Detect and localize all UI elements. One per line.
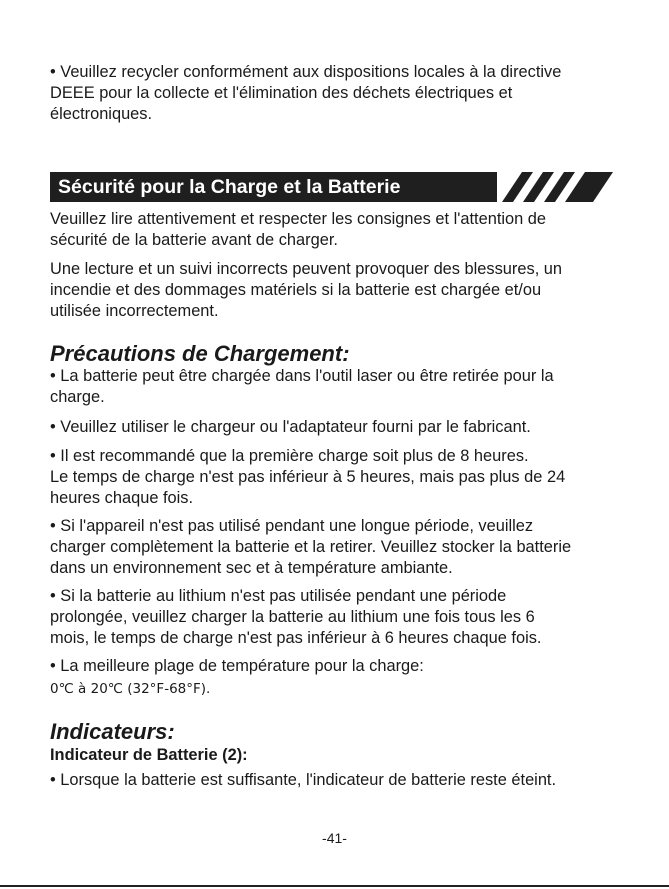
battery-indicator-text — [50, 770, 620, 791]
precaution-item — [50, 417, 620, 438]
indicators-heading: Indicateurs: — [50, 719, 175, 744]
battery-indicator-line: • Lorsque la batterie est suffisante, l'indicateur de batterie reste éteint. — [50, 771, 557, 789]
precaution-line: charger complètement la batterie et la retirer. Veuillez stocker la batterie — [50, 538, 572, 556]
precaution-item — [50, 366, 620, 408]
precaution-item — [50, 656, 620, 677]
warning-line: incendie et des dommages matériels si la batterie est chargée et/ou — [50, 281, 542, 299]
page-number: -41- — [322, 830, 347, 846]
precaution-line: • La batterie peut être chargée dans l'outil laser ou être retirée pour la — [50, 367, 554, 385]
section-title: Sécurité pour la Charge et la Batterie — [58, 176, 401, 198]
precaution-line: charge. — [50, 388, 105, 406]
warning-paragraph — [50, 259, 620, 322]
precaution-line: prolongée, veuillez charger la batterie au lithium une fois tous les 6 — [50, 608, 535, 626]
warning-line: Une lecture et un suivi incorrects peuvent provoquer des blessures, un — [50, 260, 563, 278]
precaution-item — [50, 516, 620, 579]
intro-paragraph — [50, 209, 620, 251]
recycle-line: électroniques. — [50, 105, 153, 123]
precaution-line: • Il est recommandé que la première charge soit plus de 8 heures. — [50, 447, 529, 465]
precaution-line: heures chaque fois. — [50, 489, 194, 507]
precaution-line: • Si la batterie au lithium n'est pas utilisée pendant une période — [50, 587, 507, 605]
precaution-line: dans un environnement sec et à température ambiante. — [50, 559, 453, 577]
recycle-paragraph — [50, 62, 620, 125]
temperature-range: 0℃ à 20℃ (32°F-68°F). — [50, 681, 211, 697]
precaution-line: • Veuillez utiliser le chargeur ou l'adaptateur fourni par le fabricant. — [50, 418, 531, 436]
warning-line: utilisée incorrectement. — [50, 302, 219, 320]
recycle-line: DEEE pour la collecte et l'élimination des déchets électriques et — [50, 84, 513, 102]
precaution-line: mois, le temps de charge n'est pas inférieur à 6 heures chaque fois. — [50, 629, 542, 647]
intro-line: sécurité de la batterie avant de charger. — [50, 231, 338, 249]
recycle-line: • Veuillez recycler conformément aux dispositions locales à la directive — [50, 63, 562, 81]
precaution-line: • La meilleure plage de température pour la charge: — [50, 657, 424, 675]
precaution-item — [50, 586, 620, 649]
precaution-item — [50, 446, 620, 509]
bottom-rule — [0, 885, 669, 887]
precaution-line: • Si l'appareil n'est pas utilisé pendant une longue période, veuillez — [50, 517, 534, 535]
section-title-bar — [50, 172, 613, 202]
precaution-line: Le temps de charge n'est pas inférieur à 5 heures, mais pas plus de 24 — [50, 468, 566, 486]
intro-line: Veuillez lire attentivement et respecter les consignes et l'attention de — [50, 210, 547, 228]
battery-indicator-heading: Indicateur de Batterie (2): — [50, 746, 248, 764]
precautions-heading: Précautions de Chargement: — [50, 341, 350, 366]
